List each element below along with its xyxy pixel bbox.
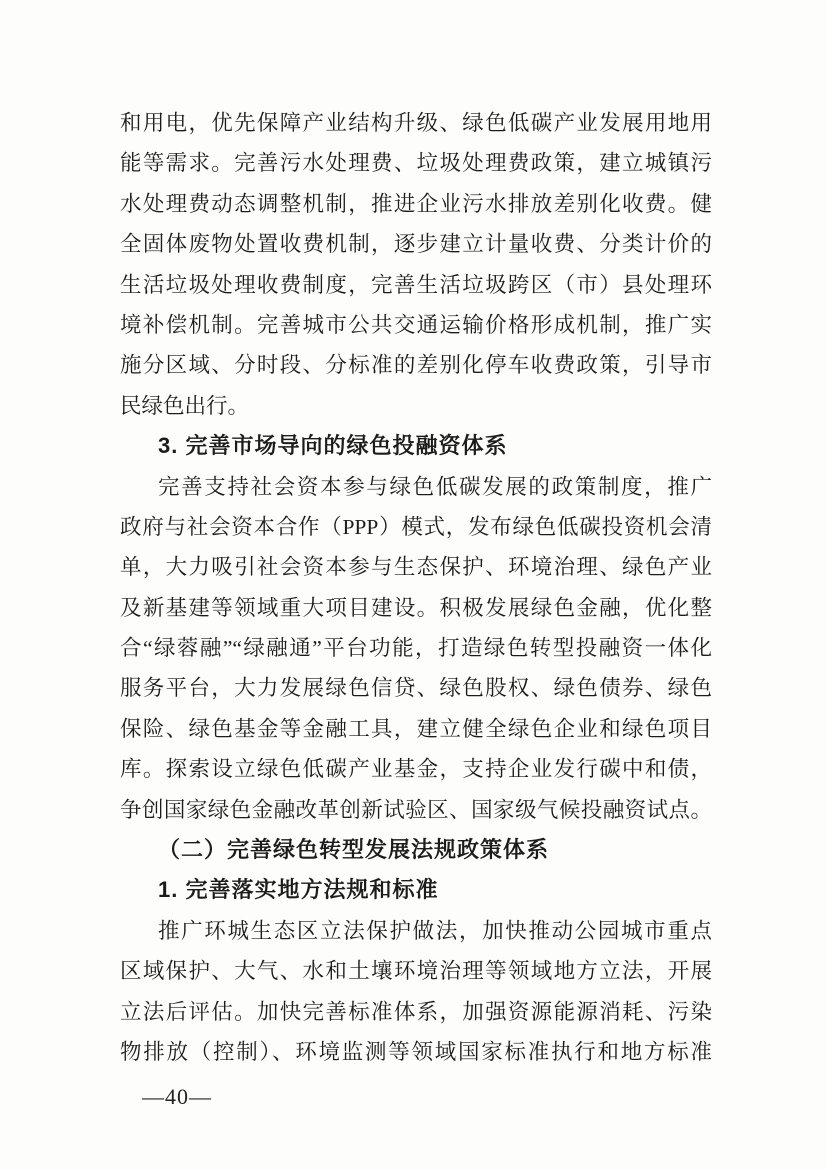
document-text-block	[120, 103, 712, 1072]
page-number: —40—	[142, 1084, 212, 1109]
body-text-line: 和用电，优先保障产业结构升级、绿色低碳产业发展用地用	[120, 111, 712, 135]
body-text-line: 争创国家绿色金融改革创新试验区、国家级气候投融资试点。	[120, 797, 712, 822]
body-text-line: 境补偿机制。完善城市公共交通运输价格形成机制，推广实	[120, 312, 712, 337]
body-text-line: 全固体废物处置收费机制，逐步建立计量收费、分类计价的	[120, 232, 712, 257]
body-text-line: 保险、绿色基金等金融工具，建立健全绿色企业和绿色项目	[120, 716, 712, 741]
body-text-line: 能等需求。完善污水处理费、垃圾处理费政策，建立城镇污	[120, 151, 712, 176]
section-heading: （二）完善绿色转型发展法规政策体系	[158, 837, 550, 863]
body-text-line: 民绿色出行。	[120, 393, 250, 418]
body-text-line: 完善支持社会资本参与绿色低碳发展的政策制度，推广	[158, 474, 712, 499]
body-text-line: 区域保护、大气、水和土壤环境治理等领域地方立法，开展	[120, 959, 712, 984]
body-text-line: 及新基建等领域重大项目建设。积极发展绿色金融，优化整	[120, 595, 712, 620]
section-heading: 1. 完善落实地方法规和标准	[158, 877, 439, 903]
body-text-line: 施分区域、分时段、分标准的差别化停车收费政策，引导市	[120, 353, 712, 378]
body-text-line: 政府与社会资本合作（PPP）模式，发布绿色低碳投资机会清	[120, 514, 712, 539]
body-text-line: 库。探索设立绿色低碳产业基金，支持企业发行碳中和债，	[120, 757, 712, 782]
body-text-line: 单，大力吸引社会资本参与生态保护、环境治理、绿色产业	[120, 555, 712, 580]
body-text-line: 水处理费动态调整机制，推进企业污水排放差别化收费。健	[120, 191, 712, 216]
body-text-line: 服务平台，大力发展绿色信贷、绿色股权、绿色债券、绿色	[120, 676, 712, 701]
body-text-line: 立法后评估。加快完善标准体系，加强资源能源消耗、污染	[120, 999, 712, 1024]
body-text-line: 物排放（控制）、环境监测等领域国家标准执行和地方标准	[120, 1039, 712, 1064]
body-text-line: 推广环城生态区立法保护做法，加快推动公园城市重点	[158, 918, 712, 943]
section-heading: 3. 完善市场导向的绿色投融资体系	[158, 433, 508, 459]
body-text-line: 合“绿蓉融”“绿融通”平台功能，打造绿色转型投融资一体化	[120, 636, 712, 661]
body-text-line: 生活垃圾处理收费制度，完善生活垃圾跨区（市）县处理环	[120, 272, 712, 297]
